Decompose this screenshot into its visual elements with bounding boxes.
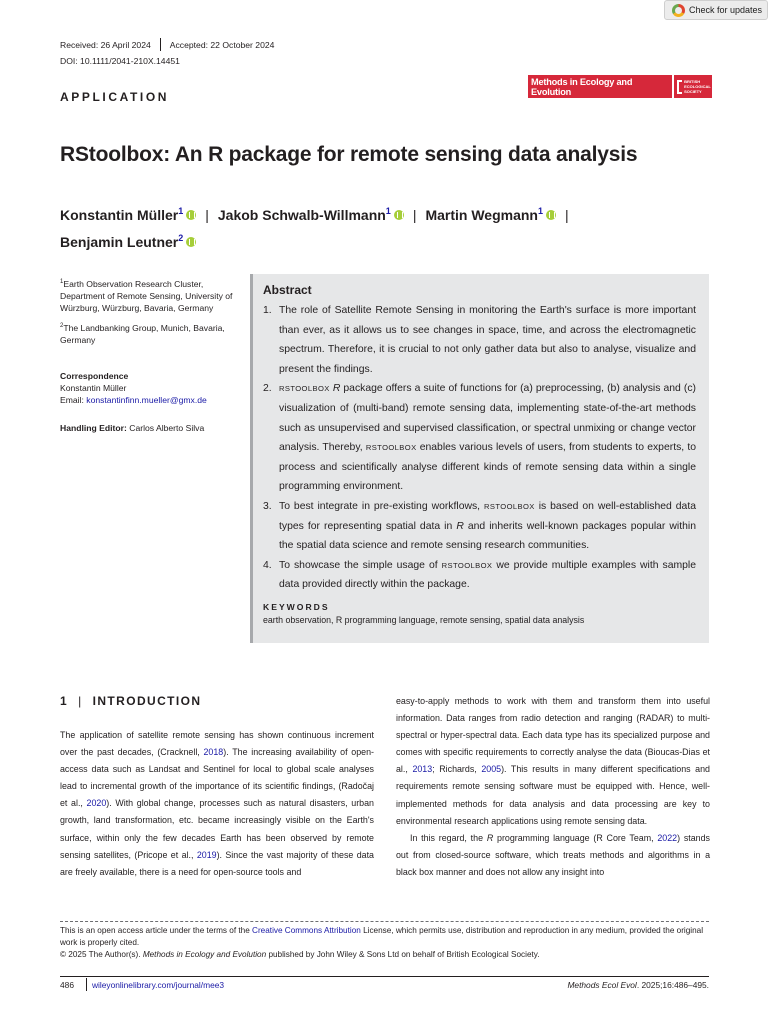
license-notice	[60, 925, 710, 961]
section-number: 1	[60, 694, 69, 708]
journal-name-logo: Methods in Ecology and Evolution	[528, 75, 672, 98]
author-affiliation-sup[interactable]: 2	[178, 233, 184, 243]
article-type: APPLICATION	[60, 90, 170, 104]
article-title: RStoolbox: An R package for remote sensing data analysis	[60, 143, 638, 166]
body-column-left	[60, 727, 374, 881]
page-number: 486	[60, 980, 74, 990]
affiliation-sup: 1	[60, 279, 64, 285]
author-list	[60, 200, 680, 254]
page-footer-rule	[60, 976, 709, 977]
section-bar: |	[78, 694, 83, 708]
copyright-text: © 2025 The Author(s). Methods in Ecology and Evolution published by John Wiley & Sons Ltd on behalf of British Ecological Society.	[60, 950, 540, 959]
package-name: RSTOOLBOX	[441, 560, 493, 570]
body-paragraph: easy-to-apply methods to work with them and transform them into useful information. Data ranges from radio detection and ranging (RADAR) to multi-spectral or hyper-spectral data. Each data type has its specialized purpose and comes with specific requirements to correctly analyse the data (Bioucas-Dias et al., 2013; Richards, 2005). This results in many different specifications and requirements remote sensing software must be equipped with. Hence, well-implemented methods for data analysis and data processing are key to environmental research applications using remote sensing data.	[396, 696, 710, 826]
affiliations	[60, 276, 238, 352]
affiliation-text: The Landbanking Group, Munich, Bavaria, Germany	[60, 323, 225, 345]
received-date: Received: 26 April 2024	[60, 39, 151, 50]
abstract-item-text: The role of Satellite Remote Sensing in monitoring the Earth's surface is more important than ever, as it allows us to see changes in space, time, and across the electromagnetic spectrum. Therefore, it is crucial to not only gather data but also to analyse, visualize and present the findings.	[279, 305, 696, 375]
handling-editor	[60, 422, 240, 434]
citation-line: Methods Ecol Evol. 2025;16:486–495.	[567, 980, 709, 990]
author[interactable]	[60, 234, 196, 250]
author-separator: |	[412, 207, 417, 223]
abstract-item	[263, 301, 696, 379]
reference-link[interactable]: 2019	[196, 849, 217, 860]
affiliation	[60, 320, 238, 346]
package-name: RSTOOLBOX	[279, 384, 330, 394]
check-for-updates-label: Check for updates	[689, 5, 763, 15]
body-paragraph: In this regard, the R programming language (R Core Team, 2022) stands out from closed-source software, which treats methods and algorithms in a black box manner and does not allow any insight into	[396, 832, 710, 877]
bes-mark-icon	[677, 80, 682, 94]
abstract-list	[263, 301, 696, 595]
reference-link[interactable]: Creative Commons Attribution	[252, 926, 361, 935]
correspondence-email-line	[60, 394, 240, 406]
abstract-item-number: 3.	[263, 500, 272, 512]
author-name: Konstantin Müller	[60, 207, 179, 223]
package-name: RSTOOLBOX	[365, 443, 417, 453]
author-affiliation-sup[interactable]: 1	[537, 206, 543, 216]
affiliation	[60, 276, 238, 314]
reference-link[interactable]: 2013	[412, 764, 433, 775]
orcid-icon[interactable]	[394, 210, 404, 220]
doi: DOI: 10.1111/2041-210X.14451	[60, 56, 180, 66]
abstract-item-number: 2.	[263, 383, 272, 395]
abstract-heading: Abstract	[263, 283, 312, 297]
author[interactable]	[60, 207, 196, 223]
correspondence-name: Konstantin Müller	[60, 383, 127, 393]
section-heading	[60, 694, 201, 708]
abstract-item-text: RSTOOLBOX R package offers a suite of functions for (a) preprocessing, (b) analysis and (c) visualization of (multi-band) remote sensing data, implementing state-of-the-art methods such as unsupervised and supervised classification, or spectral unmixing or change vector analysis. Thereby, RSTOOLBOX enables various levels of users, from students to experts, to process and scientifically analyse different kinds of remote sensing data within a single programming environment.	[279, 383, 696, 493]
affiliation-text: Earth Observation Research Cluster, Department of Remote Sensing, University of Würzburg, Würzburg, Bavaria, Germany	[60, 279, 233, 313]
journal-url-link[interactable]: wileyonlinelibrary.com/journal/mee3	[92, 980, 225, 990]
correspondence-email-link[interactable]: konstantinfinn.mueller@gmx.de	[86, 395, 207, 405]
keywords-label: KEYWORDS	[263, 601, 330, 612]
affiliation-sup: 2	[60, 323, 64, 329]
society-logo	[674, 75, 712, 98]
license-text: This is an open access article under the terms of the Creative Commons Attribution License, which permits use, distribution and reproduction in any medium, provided the original work is properly cited.	[60, 926, 704, 947]
abstract-item-text: To showcase the simple usage of RSTOOLBOX we provide multiple examples with sample data provided directly within the package.	[279, 559, 696, 591]
orcid-icon[interactable]	[186, 237, 196, 247]
author[interactable]	[218, 207, 404, 223]
author-name: Jakob Schwalb-Willmann	[217, 207, 386, 223]
reference-link[interactable]: 2018	[203, 747, 224, 758]
package-name: RSTOOLBOX	[484, 501, 535, 511]
author-separator: |	[205, 207, 209, 223]
orcid-icon[interactable]	[186, 210, 196, 220]
author-affiliation-sup[interactable]: 1	[178, 206, 184, 216]
author-affiliation-sup[interactable]: 1	[385, 206, 391, 216]
abstract-item-text: To best integrate in pre-existing workflows, RSTOOLBOX is based on well-established data types for representing spatial data in R and inherits well-known packages popular within the spatial data science and remote sensing research communities.	[279, 500, 696, 552]
body-paragraph: The application of satellite remote sensing has shown continuous increment over the past decades, (Cracknell, 2018). The increasing availability of open-access data such as Landsat and Sentinel for local to global scale analyses lead to incremental growth of the importance of its scientific findings, (Radočaj et al., 2020). With global change, processes such as natural disasters, urban growth, land transformation, etc. became increasingly visible on the Earth's surface, within only the few decades Earth has been observed by remote sensing satellites, (Pricope et al., 2019). Since the vast majority of these data are freely available, there is a need for open-source tools and	[60, 730, 374, 877]
author-separator: |	[565, 207, 569, 223]
correspondence	[60, 370, 240, 406]
check-for-updates-button[interactable]	[664, 0, 768, 20]
keywords-text: earth observation, R programming language, remote sensing, spatial data analysis	[263, 614, 585, 625]
email-label: Email:	[60, 395, 87, 405]
handling-editor-name: Carlos Alberto Silva	[126, 423, 205, 433]
reference-link[interactable]: 2020	[86, 798, 107, 809]
society-logo-text: BRITISH ECOLOGICAL SOCIETY	[684, 79, 711, 94]
reference-link[interactable]: 2022	[657, 832, 678, 843]
author-name: Martin Wegmann	[425, 207, 538, 223]
body-column-right	[396, 693, 710, 881]
author-name: Benjamin Leutner	[60, 234, 179, 250]
date-divider	[160, 38, 161, 51]
abstract-item	[263, 556, 696, 595]
orcid-icon[interactable]	[546, 210, 556, 220]
accepted-date: Accepted: 22 October 2024	[169, 39, 275, 50]
journal-logo[interactable]	[528, 75, 712, 98]
correspondence-label: Correspondence	[60, 371, 129, 381]
abstract-item	[263, 379, 696, 497]
abstract-item	[263, 497, 696, 556]
abstract-box	[250, 274, 709, 643]
footer-divider	[60, 921, 709, 922]
section-title: INTRODUCTION	[92, 694, 202, 708]
page-footer-separator	[86, 978, 87, 991]
crossmark-icon	[672, 4, 685, 17]
abstract-item-number: 4.	[263, 559, 272, 571]
abstract-item-number: 1.	[263, 305, 272, 316]
handling-editor-label: Handling Editor:	[60, 423, 127, 433]
article-dates	[60, 38, 274, 51]
reference-link[interactable]: 2005	[481, 764, 502, 775]
author[interactable]	[425, 207, 556, 223]
